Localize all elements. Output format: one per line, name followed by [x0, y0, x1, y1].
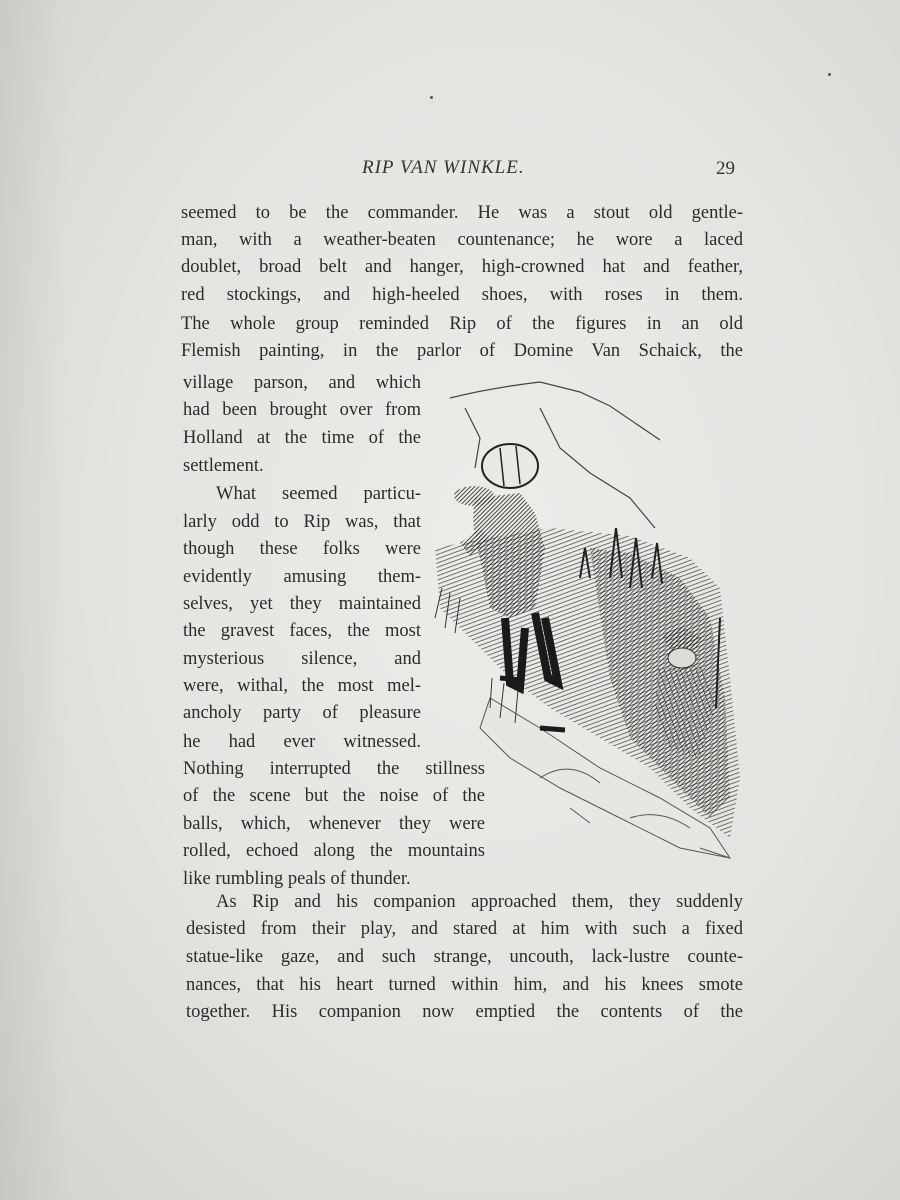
text-line: doublet, broad belt and hanger, high-crowned hat and feather, [181, 257, 743, 277]
text-line: like rumbling peals of thunder. [183, 869, 411, 889]
text-line: selves, yet they maintained [183, 594, 421, 614]
keg [482, 444, 538, 488]
text-line: though these folks were [183, 539, 421, 559]
text-line: rolled, echoed along the mountains [183, 841, 485, 861]
text-line: statue-like gaze, and such strange, uncouth, lack-lustre counte- [186, 947, 743, 967]
text-line: red stockings, and high-heeled shoes, with roses in them. [181, 285, 743, 305]
text-line: Flemish painting, in the parlor of Domine Van Schaick, the [181, 341, 743, 361]
text-line: nances, that his heart turned within him, and his knees smote [186, 975, 743, 995]
text-line: of the scene but the noise of the [183, 786, 485, 806]
text-line: he had ever witnessed. [183, 732, 421, 752]
text-line: together. His companion now emptied the contents of the [186, 1002, 743, 1022]
text-line: had been brought over from [183, 400, 421, 420]
text-line: were, withal, the most mel- [183, 676, 421, 696]
text-line: desisted from their play, and stared at him with such a fixed [186, 919, 743, 939]
text-line: balls, which, whenever they were [183, 814, 485, 834]
text-line: Holland at the time of the [183, 428, 421, 448]
text-line: evidently amusing them- [183, 567, 421, 587]
text-line: man, with a weather-beaten countenance; he wore a laced [181, 230, 743, 250]
text-line: ancholy party of pleasure [183, 703, 421, 723]
paragraph-start-line: What seemed particu- [216, 484, 421, 504]
text-line: village parson, and which [183, 373, 421, 393]
text-line: Nothing interrupted the stillness [183, 759, 485, 779]
text-line: the gravest faces, the most [183, 621, 421, 641]
text-line: mysterious silence, and [183, 649, 421, 669]
text-line: settlement. [183, 456, 264, 476]
engraving-illustration [430, 378, 760, 878]
paragraph-start-line: As Rip and his companion approached them, they suddenly [216, 892, 743, 912]
page-number: 29 [716, 158, 735, 179]
text-line: The whole group reminded Rip of the figures in an old [181, 314, 743, 334]
paper-speck [430, 96, 433, 99]
paper-speck [828, 73, 831, 76]
running-title: RIP VAN WINKLE. [362, 157, 525, 178]
text-line: larly odd to Rip was, that [183, 512, 421, 532]
text-line: seemed to be the commander. He was a stout old gentle- [181, 203, 743, 223]
